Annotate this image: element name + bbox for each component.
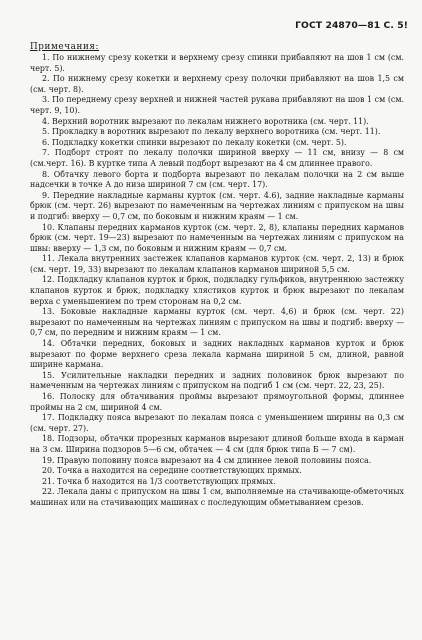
- note-item: 8. Обтачку левого борта и подборта вырезают по лекалам полочки на 2 см выше надсечки в точке А до низа шириной 7 см (см. черт. 17).: [30, 169, 404, 190]
- note-item: 2. По нижнему срезу кокетки и верхнему срезу полочки прибавляют на шов 1,5 см (см. черт. 8).: [30, 74, 404, 94]
- note-item: 18. Подзоры, обтачки прорезных карманов вырезают длиной больше входа в карман на 3 см. Ширина подзоров 5—6 см, обтачек — 4 см (для брюк типа Б — 7 см).: [30, 434, 404, 454]
- note-item: 11. Лекала внутренних застежек клапанов карманов курток (см. черт. 2, 13) и брюк (см. черт. 19, 33) вырезают по лекалам клапанов карманов шириной 5,5 см.: [30, 254, 404, 274]
- note-item: 5. Прокладку в воротник вырезают по лекалу верхнего воротника (см. черт. 11).: [42, 127, 381, 137]
- note-item: 1. По нижнему срезу кокетки и верхнему срезу спинки прибавляют на шов 1 см (см. черт. 5).: [30, 53, 404, 73]
- note-item: 22. Лекала даны с припуском на швы 1 см, выполняемые на стачивающе-обметочных машинах или на стачивающих машинах с последующим обметыванием срезов.: [30, 487, 404, 507]
- page-header: ГОСТ 24870—81 С. 5!: [295, 20, 408, 31]
- note-item: 20. Точка а находится на середине соответствующих прямых.: [42, 466, 302, 476]
- note-item: 19. Правую половину пояса вырезают на 4 см длиннее левой половины пояса.: [42, 455, 372, 465]
- note-item: 9. Передние накладные карманы курток (см. черт. 4.6), задние накладные карманы брюк (см. черт. 26) вырезают по намеченным на чертежах линиям с припуском на швы и подгиб: вверху — 0,7 см, по боковым и нижним краям — 1 см.: [30, 190, 404, 221]
- note-item: 13. Боковые накладные карманы курток (см. черт. 4,6) и брюк (см. черт. 22) вырезают по намеченным на чертежах линиям с припуском на швы и подгиб: вверху — 0,7 см, по передним и нижним краям — 1 см.: [30, 307, 404, 338]
- note-item: 4. Верхний воротник вырезают по лекалам нижнего воротника (см. черт. 11).: [42, 116, 369, 126]
- note-item: 15. Усилительные накладки передних и задних половинок брюк вырезают по намеченным на чертежах линиям с припуском на подгиб 1 см (см. черт. 22, 23, 25).: [30, 370, 404, 391]
- note-item: 7. Подборт строят по лекалу полочки шириной вверху — 11 см, внизу — 8 см (см.черт. 16). В куртке типа А левый подборт вырезают на 4 см длиннее правого.: [30, 148, 404, 168]
- notes-title: Примечания:: [30, 42, 100, 52]
- note-item: 10. Клапаны передних карманов курток (см. черт. 2, 8), клапаны передних карманов брюк (см. черт. 19—23) вырезают по намеченным на чертежах линиям с припуском на швы: вверху — 1,3 см, по боковым и нижним краям — 0,7 см.: [30, 222, 404, 253]
- note-item: 14. Обтачки передних, боковых и задних накладных карманов курток и брюк вырезают по форме верхнего среза лекала кармана шириной 5 см, длиной, равной ширине кармана.: [30, 339, 404, 370]
- note-item: 17. Подкладку пояса вырезают по лекалам пояса с уменьшением ширины на 0,3 см (см. черт. 27).: [30, 413, 404, 433]
- note-item: 12. Подкладку клапанов курток и брюк, подкладку гульфиков, внутреннюю застежку клапанов курток и брюк, подкладку хлястиков курток и брюк вырезают по лекалам верха с уменьшением по трем сторонам на 0,2 см.: [30, 275, 404, 306]
- note-item: 6. Подкладку кокетки спинки вырезают по лекалу кокетки (см. черт. 5).: [42, 137, 347, 147]
- note-item: 16. Полоску для обтачивания проймы вырезают прямоугольной формы, длиннее проймы на 2 см, шириной 4 см.: [30, 392, 404, 412]
- note-item: 21. Точка б находится на 1/3 соответствующих прямых.: [42, 476, 276, 486]
- notes-list: [30, 53, 404, 509]
- note-item: 3. По переднему срезу верхней и нижней частей рукава прибавляют на шов 1 см (см. черт. 9, 10).: [30, 95, 404, 115]
